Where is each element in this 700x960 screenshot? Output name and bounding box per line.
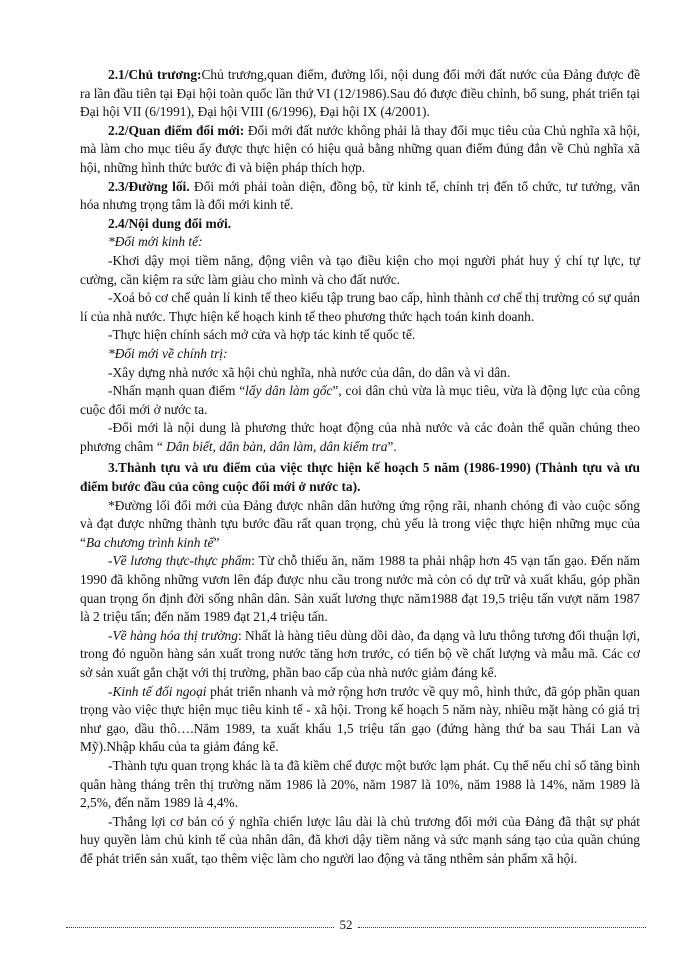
page-footer [66, 917, 646, 933]
economic-reform-heading: *Đổi mới kinh tế: [108, 234, 203, 250]
political-reform-item: -Xây dựng nhà nước xã hội chủ nghĩa, nhà nước của dân, do dân và vì dân. [108, 364, 511, 380]
goods-market-achievement: -Về hàng hóa thị trường: Nhất là hàng tiêu dùng dồi dào, đa dạng và lưu thông tương đối thuận lợi, trong đó nguồn hàng sản xuất trong nước tăng hơn trước, có tiến bộ về chất lượng và mẫu mã. Các cơ sở sản xuất gắn chặt với thị trường, phần bao cấp của nhà nước giảm đáng kể. [80, 627, 640, 680]
section-2-3-heading: 2.3/Đường lối. [108, 178, 190, 194]
strategic-victory: -Thắng lợi cơ bản có ý nghĩa chiến lược lâu dài là chủ trương đổi mới của Đảng đã thật sự phát huy quyền làm chủ kinh tế của nhân dân, đã khơi dậy tiềm năng và sức mạnh sáng tạo của quần chúng để phát triển sản xuất, tạo thêm việc làm cho người lao động và tăng nthêm sản phẩm xã hội. [80, 813, 640, 866]
section-3-intro: *Đường lối đổi mới của Đảng được nhân dân hưởng ứng rộng rãi, nhanh chóng đi vào cuộc sống và đạt được những thành tựu bước đầu rất quan trọng, chủ yếu là trong việc thực hiện những mục của “Ba chương trình kinh tế” [80, 497, 640, 550]
page-number: 52 [339, 917, 353, 932]
section-2-4-heading: 2.4/Nội dung đổi mới. [108, 215, 232, 231]
political-reform-item: -Nhấn mạnh quan điểm “lấy dân làm gốc”, coi dân chủ vừa là mục tiêu, vừa là động lực của công cuộc đổi mới ở nước ta. [80, 383, 640, 417]
section-2-1: 2.1/Chủ trương:Chủ trương,quan điểm, đường lối, nội dung đổi mới đất nước của Đảng được đề ra lần đầu tiên tại Đại hội toàn quốc lần thứ VI (12/1986).Sau đó được điều chỉnh, bổ sung, phát triển tại Đại hội VII (6/1991), Đại hội VIII (6/1996), Đại hội IX (4/2001). [80, 67, 641, 120]
section-3-heading: 3.Thành tựu và ưu điểm của việc thực hiện kế hoạch 5 năm (1986-1990) (Thành tựu và ưu điểm bước đầu của công cuộc đổi mới ở nước ta). [80, 460, 640, 495]
economic-reform-item: -Xoá bỏ cơ chế quản lí kinh tế theo kiểu tập trung bao cấp, hình thành cơ chế thị trường có sự quản lí của nhà nước. Thực hiện kế hoạch kinh tế theo phương thức hạch toán kinh doanh. [80, 290, 640, 324]
economic-reform-item: -Thực hiện chính sách mở cửa và hợp tác kinh tế quốc tế. [108, 327, 416, 343]
section-2-3: 2.3/Đường lối. Đổi mới phải toàn diện, đồng bộ, từ kinh tế, chính trị đến tổ chức, tư tưởng, văn hóa nhưng trọng tâm là đổi mới kinh tế. [80, 178, 640, 213]
economic-reform-item: -Khơi dậy mọi tiềm năng, động viên và tạo điều kiện cho mọi người phát huy ý chí tự lực, tự cường, cần kiệm ra sức làm giàu cho mình và cho đất nước. [80, 252, 640, 287]
footer-dotted-rule-left [66, 927, 334, 928]
political-reform-item: -Đổi mới là nội dung là phương thức hoạt động của nhà nước và các đoàn thể quần chúng theo phương châm “ Dân biết, dân bàn, dân làm, dân kiểm tra”. [80, 420, 640, 454]
foreign-economy-achievement: -Kinh tế đối ngoại phát triển nhanh và mở rộng hơn trước về quy mô, hình thức, đã góp phần quan trọng vào việc thực hiện mục tiêu kinh tế - xã hội. Trong kế hoạch 5 năm này, nhiều mặt hàng có giá trị như gạo, dầu thô….Năm 1989, ta xuất khẩu 1,5 triệu tấn gạo (đứng hàng thứ ba sau Thái Lan và Mỹ).Nhập khẩu của ta giảm đáng kể. [80, 683, 640, 755]
section-2-2: 2.2/Quan điểm đổi mới: Đổi mới đất nước không phải là thay đổi mục tiêu của Chủ nghĩa xã hội, mà làm cho mục tiêu ấy được thực hiện có hiệu quả bằng những quan điểm đúng đắn về Chủ nghĩa xã hội, những hình thức bước đi và biện pháp thích hợp. [80, 122, 640, 175]
section-2-1-heading: 2.1/Chủ trương: [108, 67, 202, 82]
food-achievement: -Về lương thực-thực phẩm: Từ chỗ thiếu ăn, năm 1988 ta phải nhập hơn 45 vạn tấn gạo. Đến năm 1990 đã không những vươn lên đáp được nhu cầu trong nước mà còn có dự trữ và xuất khẩu, góp phần quan trọng ổn định đời sống nhân dân. Sản xuất lương thực năm1988 đạt 19,5 triệu tấn vượt năm 1987 là 2 triệu tấn; đến năm 1989 đạt 21,4 triệu tấn. [80, 553, 640, 625]
document-body [80, 66, 640, 869]
footer-dotted-rule-right [358, 927, 646, 928]
section-2-2-heading: 2.2/Quan điểm đổi mới: [108, 122, 245, 138]
political-reform-heading: *Đổi mới về chính trị: [108, 345, 228, 361]
inflation-achievement: -Thành tựu quan trọng khác là ta đã kiềm chế được một bước lạm phát. Cụ thể nếu chỉ số tăng bình quân hàng tháng trên thị trường năm 1986 là 20%, năm 1987 là 10%, năm 1988 là 14%, năm 1989 là 2,5%, đến năm 1989 là 4,4%. [80, 757, 640, 811]
